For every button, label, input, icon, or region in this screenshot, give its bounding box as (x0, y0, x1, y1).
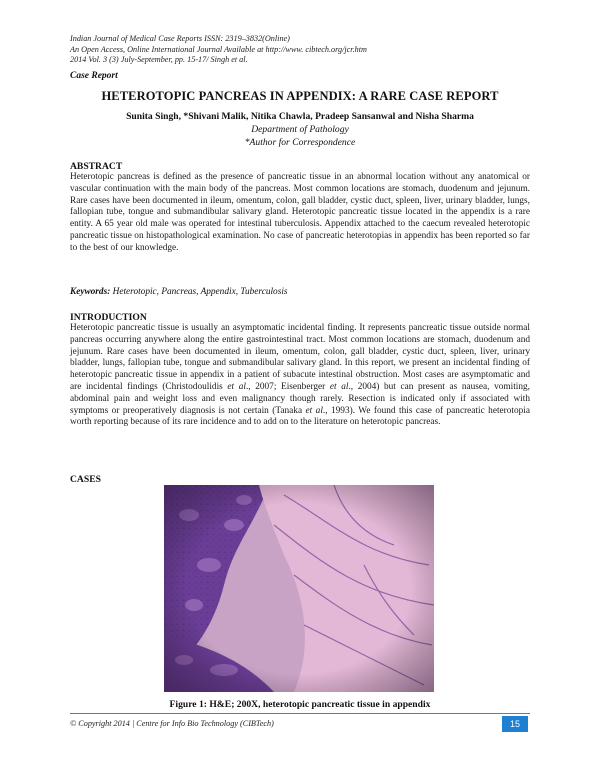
intro-text-part-c: ., 2004) but can present as nausea, vomiting, abdominal pain and weight loss and even malignancy though rarely. Resection is indicated only if associated with symptoms or preoperatively diagnosis is not certain (Tanaka (70, 381, 530, 416)
copyright-footer: © Copyright 2014 | Centre for Info Bio Technology (CIBTech) (70, 719, 274, 728)
intro-etal-3: et al (305, 405, 323, 416)
introduction-heading: INTRODUCTION (70, 312, 147, 323)
journal-name-line: Indian Journal of Medical Case Reports ISSN: 2319–3832(Online) (70, 34, 290, 43)
footer-divider (70, 713, 530, 714)
intro-etal-2: et al (329, 381, 349, 392)
keywords-line (70, 287, 288, 297)
keywords-label: Keywords: (70, 287, 111, 297)
page-number: 15 (502, 716, 528, 732)
histology-micrograph (164, 485, 434, 692)
author-department: Department of Pathology (251, 124, 349, 135)
intro-text-part-b: ., 2007; Eisenberger (245, 381, 330, 392)
intro-text-part-a: Heterotopic pancreatic tissue is usually an asymptomatic incidental finding. It represents pancreatic tissue outside normal pancreas occurring anywhere along the entire gastrointestinal tract. Most common locations are stomach, duodenum and jejunum. Rare cases have been documented in ileum, omentum, colon, gall bladder, cystic duct, spleen, liver, urinary bladder, lungs, fallopian tube, tongue and submandibular salivary gland. In this report, we present an incidental finding of heterotopic pancreatic tissue in appendix in a patient of subacute intestinal obstruction. Most cases are asymptomatic and are incidental findings (Christodoulidis (70, 323, 530, 392)
micrograph-illustration (164, 485, 434, 692)
keywords-text: Heterotopic, Pancreas, Appendix, Tuberculosis (112, 287, 288, 297)
journal-access-line: An Open Access, Online International Journal Available at http://www. cibtech.org/jcr.htm (70, 44, 367, 54)
figure-caption: Figure 1: H&E; 200X, heterotopic pancreatic tissue in appendix (169, 699, 431, 710)
intro-text-part-d: ., 1993). We found this case of pancreatic heterotopia worth reporting because of its rare incidence and to add on to the literature on heterotopic pancreas. (70, 405, 530, 428)
journal-header (70, 34, 367, 66)
abstract-heading: ABSTRACT (70, 161, 123, 172)
intro-etal-1: et al (227, 381, 246, 392)
abstract-text: Heterotopic pancreas is defined as the presence of pancreatic tissue in an abnormal location without any anatomical or vascular continuation with the main body of the pancreas. Most common locations are stomach, duodenum and jejunum. Rare cases have been documented in ileum, omentum, colon, gall bladder, cystic duct, spleen, liver, urinary bladder, lungs, fallopian tube, tongue and submandibular salivary gland. Heterotopic pancreatic tissue located in the appendix is a rare entity. A 65 year old male was operated for intestinal tuberculosis. Appendix attached to the caecum revealed heterotopic pancreatic tissue on histopathological examination. No case of pancreatic heterotopias in appendix has been reported so far to the best of our knowledge. (70, 172, 530, 253)
microscope-vignette (164, 485, 434, 692)
journal-issue-line: 2014 Vol. 3 (3) July-September, pp. 15-17/ Singh et al. (70, 55, 248, 64)
author-list: Sunita Singh, *Shivani Malik, Nitika Chawla, Pradeep Sansanwal and Nisha Sharma (126, 111, 474, 122)
cases-heading: CASES (70, 474, 101, 485)
article-title: HETEROTOPIC PANCREAS IN APPENDIX: A RARE CASE REPORT (101, 89, 499, 103)
correspondence-note: *Author for Correspondence (244, 137, 356, 148)
article-type-label: Case Report (70, 71, 118, 81)
introduction-text (70, 323, 530, 429)
